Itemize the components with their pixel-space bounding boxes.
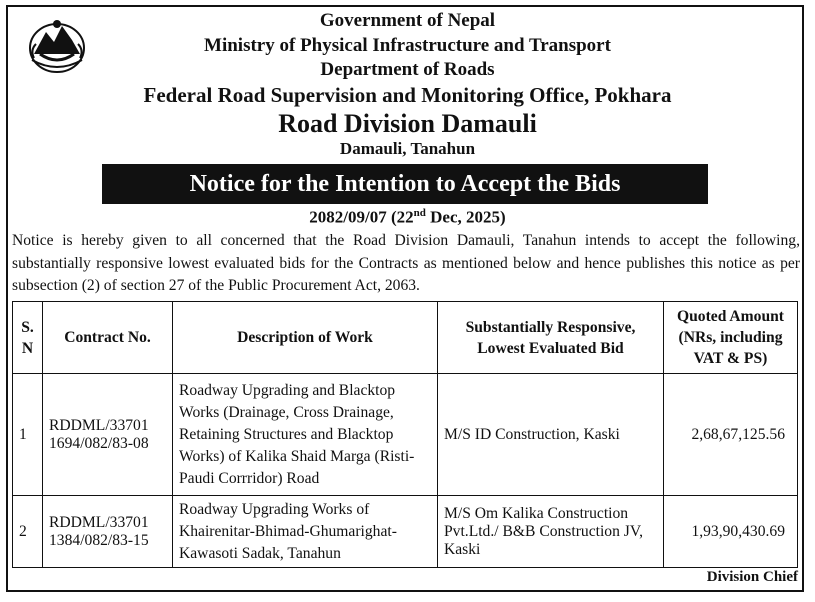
table-header-row xyxy=(13,302,798,374)
notice-title-banner xyxy=(102,164,708,204)
row-description: Roadway Upgrading and Blacktop Works (Drainage, Cross Drainage, Retaining Structures and Blacktop Works) of Kalika Shaid Marga (Risti-Paudi Corrridor) Road xyxy=(173,374,438,496)
header-location: Damauli, Tanahun xyxy=(339,139,476,158)
row-contract-no: RDDML/33701 1384/082/83-15 xyxy=(43,496,173,568)
header-sn: S. N xyxy=(13,302,43,374)
notice-title: Notice for the Intention to Accept the Bids xyxy=(189,170,621,197)
notice-intro-text: Notice is hereby given to all concerned that the Road Division Damauli, Tanahun intends to accept the following, substantially responsive lowest evaluated bids for the Contracts as mentioned below and hence publishes this notice as per subsection (2) of section 27 of the Public Procurement Act, 2063. xyxy=(12,232,800,294)
row-description: Roadway Upgrading Works of Khairenitar-Bhimad-Ghumarighat-Kawasoti Sadak, Tanahun xyxy=(173,496,438,568)
row-bidder: M/S ID Construction, Kaski xyxy=(438,374,664,496)
header-division: Road Division Damauli xyxy=(278,109,537,138)
row-amount: 1,93,90,430.69 xyxy=(664,496,798,568)
row-amount: 2,68,67,125.56 xyxy=(664,374,798,496)
row-bidder: M/S Om Kalika Construction Pvt.Ltd./ B&B Construction JV, Kaski xyxy=(438,496,664,568)
notice-date: 2082/09/07 (22nd Dec, 2025) xyxy=(309,207,506,227)
row-sn: 1 xyxy=(13,374,43,496)
header-government: Government of Nepal xyxy=(319,10,496,31)
header-department: Department of Roads xyxy=(320,59,495,80)
header-contract-no: Contract No. xyxy=(43,302,173,374)
header-ministry: Ministry of Physical Infrastructure and Transport xyxy=(204,35,611,56)
bids-table xyxy=(12,301,798,568)
header-bidder: Substantially Responsive, Lowest Evaluated Bid xyxy=(438,302,664,374)
header-description: Description of Work xyxy=(173,302,438,374)
header-office: Federal Road Supervision and Monitoring Office, Pokhara xyxy=(143,83,672,107)
signature-division-chief: Division Chief xyxy=(706,569,798,585)
row-contract-no: RDDML/33701 1694/082/83-08 xyxy=(43,374,173,496)
table-row xyxy=(13,496,798,568)
table-row xyxy=(13,374,798,496)
header-amount: Quoted Amount (NRs, including VAT & PS) xyxy=(664,302,798,374)
row-sn: 2 xyxy=(13,496,43,568)
